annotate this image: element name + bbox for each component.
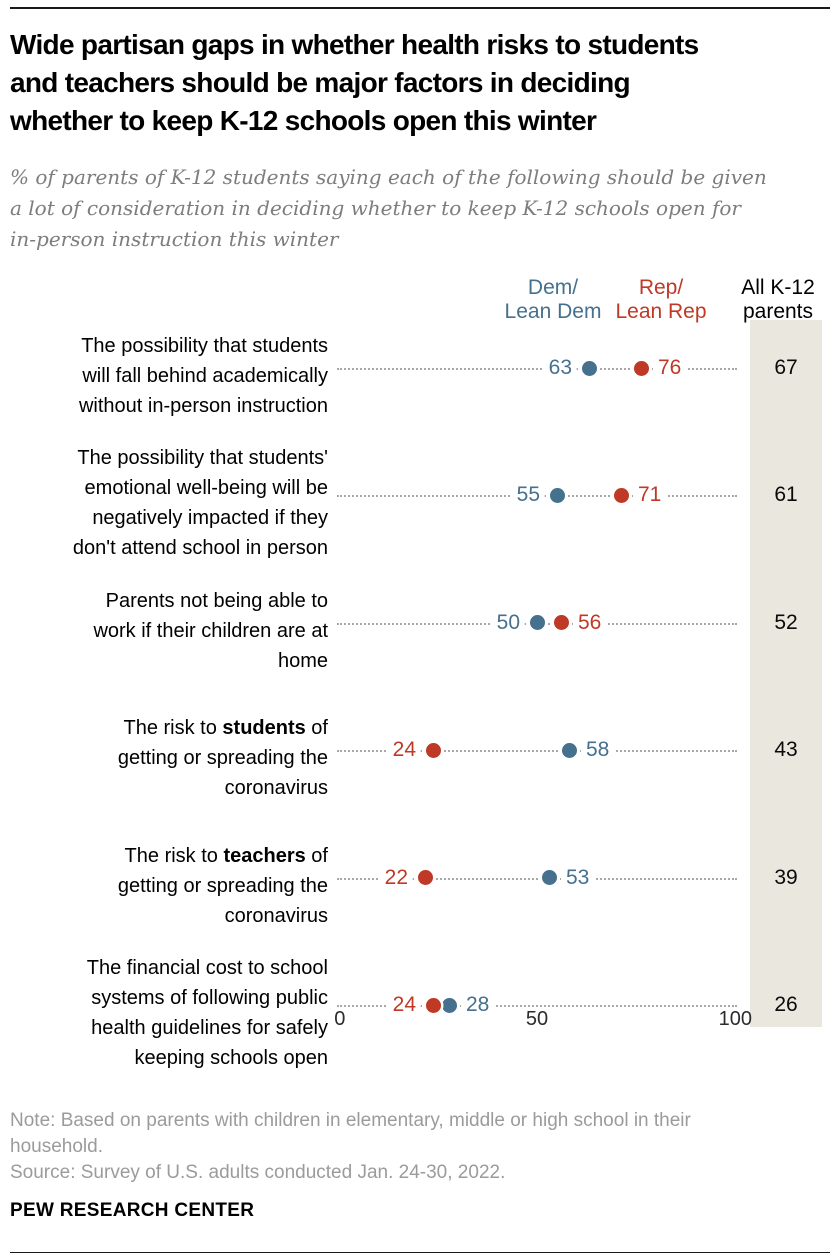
chart-title: Wide partisan gaps in whether health risks to students and teachers should be major factors in deciding whether to keep K-12 schools open this winter [10, 29, 699, 136]
rep-dot [634, 361, 649, 376]
dem-value: 50 [492, 610, 525, 636]
rep-value: 24 [388, 992, 421, 1018]
rep-dot [614, 488, 629, 503]
all-value: 39 [774, 865, 798, 889]
legend-all-k12-parents: All K-12 parents [741, 276, 815, 323]
dem-dot [550, 488, 565, 503]
all-value: 43 [774, 738, 798, 762]
dem-dot [442, 998, 457, 1013]
dem-value: 53 [561, 865, 594, 891]
rep-value: 56 [573, 610, 606, 636]
pew-research-center-label: PEW RESEARCH CENTER [10, 1200, 255, 1221]
all-parents-column-background [750, 320, 822, 1027]
dem-dot [562, 743, 577, 758]
x-axis-tick-label: 50 [525, 1008, 549, 1030]
note-text: Note: Based on parents with children in elementary, middle or high school in their household. [10, 1110, 691, 1157]
rep-dot [426, 998, 441, 1013]
rep-dot [554, 615, 569, 630]
rep-value: 71 [633, 482, 666, 508]
x-axis-tick-label: 100 [718, 1008, 753, 1030]
legend-dem: Dem/ Lean Dem [504, 276, 602, 323]
row-label: Parents not being able to work if their children are at home [93, 589, 328, 672]
all-value: 26 [774, 993, 798, 1016]
chart-subtitle: % of parents of K-12 students saying each of the following should be given a lot of consideration in deciding whether to keep K-12 schools open for in-person instruction this winter [10, 165, 767, 251]
dot-plot [10, 270, 832, 1069]
all-value: 61 [774, 483, 798, 507]
row-label: The possibility that students' emotional well-being will be negatively impacted if they don't attend school in person [72, 447, 328, 560]
rep-value: 22 [380, 865, 413, 891]
x-axis-tick-label: 0 [334, 1008, 346, 1030]
source-text: Source: Survey of U.S. adults conducted Jan. 24-30, 2022. [10, 1162, 506, 1183]
rep-value: 76 [653, 355, 686, 381]
dem-dot [582, 361, 597, 376]
bottom-rule [10, 1252, 830, 1253]
dem-dot [530, 615, 545, 630]
all-value: 67 [774, 356, 798, 379]
rep-dot [426, 743, 441, 758]
all-value: 52 [774, 610, 798, 634]
top-rule [10, 7, 830, 9]
dem-value: 58 [581, 737, 614, 763]
rep-value: 24 [388, 737, 421, 763]
legend-rep: Rep/ Lean Rep [615, 276, 707, 323]
row-label: The risk to teachers of getting or spreading the coronavirus [117, 844, 328, 927]
dem-dot [542, 870, 557, 885]
row-label: The financial cost to school systems of following public health guidelines for safely keeping schools open [86, 957, 328, 1069]
dem-value: 55 [512, 482, 545, 508]
row-label: The risk to students of getting or spreading the coronavirus [117, 717, 328, 800]
row-label: The possibility that students will fall behind academically without in-person instruction [78, 335, 328, 417]
dem-value: 63 [544, 355, 577, 381]
rep-dot [418, 870, 433, 885]
dem-value: 28 [461, 992, 494, 1018]
